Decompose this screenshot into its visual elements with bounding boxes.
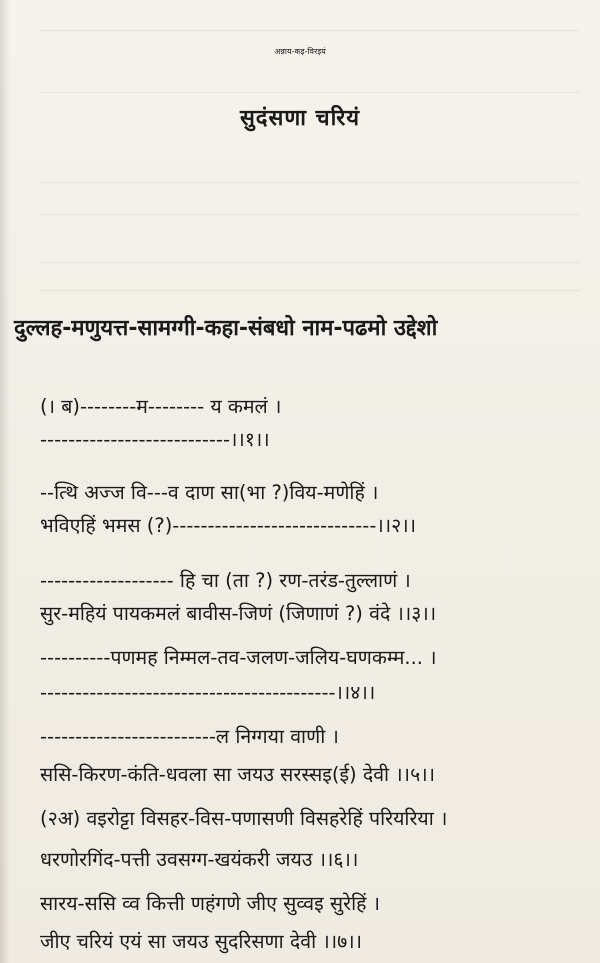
show-through-line bbox=[40, 214, 580, 215]
verse-line: (२अ) वइरोट्टा विसहर-विस-पणासणी विसहरेहिं परियरिया । bbox=[40, 807, 448, 830]
author-subtitle: अन्नाय-कइ-विरइयं bbox=[274, 47, 326, 56]
verse-line: (। ब)--------म-------- य कमलं । bbox=[40, 395, 282, 418]
show-through-line bbox=[40, 182, 580, 183]
verse-line: ससि-किरण-कंति-धवला सा जयउ सरस्सइ(ई) देवी ।।५।। bbox=[40, 763, 435, 786]
verse-line: ----------पणमह निम्मल-तव-जलण-जलिय-घणकम्म... । bbox=[40, 646, 437, 669]
verse-line: -------------------------ल निग्गया वाणी । bbox=[40, 725, 339, 748]
page-title: सुदंसणा चरियं bbox=[239, 106, 361, 131]
verse-line: भविएहिं भमस (?)-----------------------------।।२।। bbox=[40, 514, 417, 537]
verse-line: सुर-महियं पायकमलं बावीस-जिणं (जिणाणं ?) वंदे ।।३।। bbox=[40, 602, 437, 625]
verse-line: सारय-ससि व्व कित्ती णहंगणे जीए सुव्वइ सुरेहिं । bbox=[40, 892, 381, 915]
verse-line: --त्थि अज्ज वि---व दाण सा(भा ?)विय-मणेहिं । bbox=[40, 481, 379, 504]
verse-line: ---------------------------।।१।। bbox=[40, 428, 270, 451]
show-through-line bbox=[40, 290, 580, 291]
verse-line: धरणोरगिंद-पत्ती उवसग्ग-खयंकरी जयउ ।।६।। bbox=[40, 848, 359, 871]
show-through-line bbox=[40, 262, 580, 263]
chapter-heading: दुल्लह-मणुयत्त-सामग्गी-कहा-संबधो नाम-पढमो उद्देशो bbox=[14, 316, 438, 341]
verse-line: ------------------- हि चा (ता ?) रण-तरंड-तुल्लाणं । bbox=[40, 569, 411, 592]
show-through-line bbox=[40, 92, 580, 93]
verse-line: ------------------------------------------।।४।। bbox=[40, 681, 376, 704]
verse-line: जीए चरियं एयं सा जयउ सुदरिसणा देवी ।।७।। bbox=[40, 930, 363, 953]
page-binding-shadow bbox=[0, 0, 10, 963]
show-through-line bbox=[40, 30, 580, 31]
